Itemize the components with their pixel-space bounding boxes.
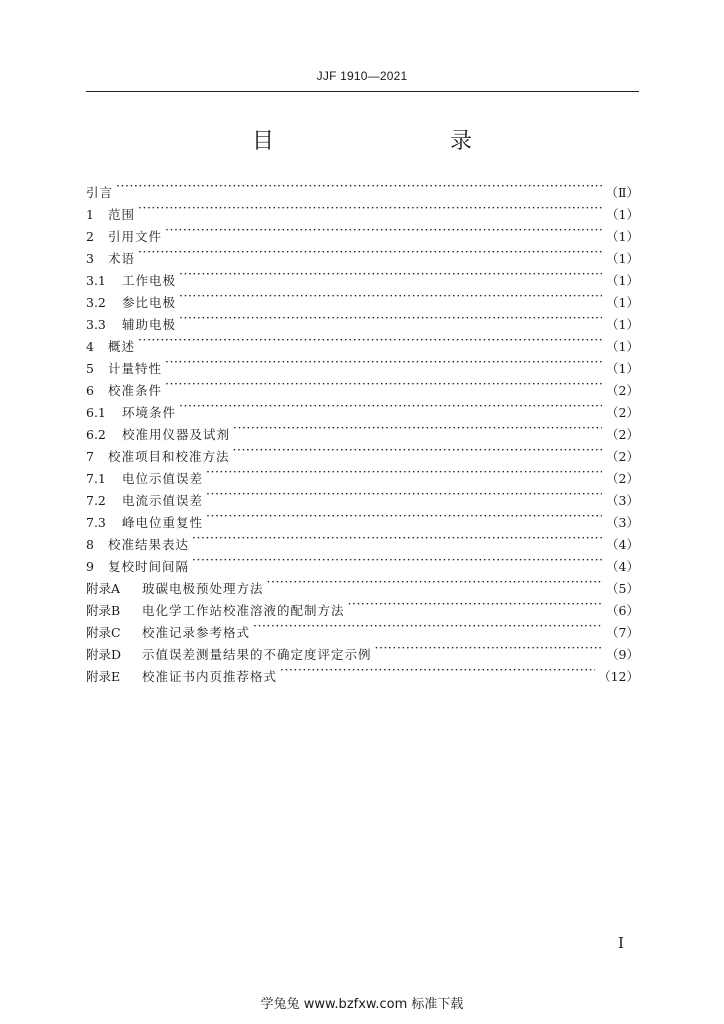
toc-entry-label: 引用文件 xyxy=(108,229,163,244)
toc-leader-dots xyxy=(233,417,602,439)
toc-entry-page: （3） xyxy=(606,515,639,530)
toc-entry-label: 电流示值误差 xyxy=(122,493,204,508)
toc-entry-label: 电位示值误差 xyxy=(122,471,204,486)
toc-entry-page: （9） xyxy=(606,647,639,662)
toc-entry-page: （2） xyxy=(606,383,639,398)
toc-leader-dots xyxy=(253,615,602,637)
toc-entry-page: （1） xyxy=(606,317,639,332)
toc-entry-number: 3.3 xyxy=(86,317,106,332)
toc-entry-number: 4 xyxy=(86,339,94,354)
toc-entry-page: （5） xyxy=(606,581,639,596)
toc-entry-label: 校准项目和校准方法 xyxy=(108,449,230,464)
toc-entry-label: 辅助电极 xyxy=(122,317,177,332)
toc-entry-label: 玻碳电极预处理方法 xyxy=(142,581,264,596)
toc-entry[interactable] xyxy=(86,219,639,244)
toc-entry-page: （2） xyxy=(606,449,639,464)
toc-leader-dots xyxy=(179,285,602,307)
toc-entry-label: 计量特性 xyxy=(108,361,163,376)
toc-leader-dots xyxy=(348,593,602,615)
toc-entry-page: （1） xyxy=(606,251,639,266)
page-number: I xyxy=(618,934,624,952)
toc-entry-label: 校准条件 xyxy=(108,383,163,398)
toc-entry-number: 6.1 xyxy=(86,405,106,420)
toc-leader-dots xyxy=(179,395,602,417)
toc-entry-page: （6） xyxy=(606,603,639,618)
toc-entry-page: （1） xyxy=(606,295,639,310)
toc-leader-dots xyxy=(138,329,602,351)
toc-entry-page: （7） xyxy=(606,625,639,640)
toc-entry-page: （4） xyxy=(606,559,639,574)
toc-entry-number: 附录C xyxy=(86,625,121,640)
toc-leader-dots xyxy=(165,219,602,241)
toc-entry-label: 校准结果表达 xyxy=(108,537,190,552)
toc-entry-page: （2） xyxy=(606,405,639,420)
toc-leader-dots xyxy=(179,307,602,329)
toc-leader-dots xyxy=(165,373,602,395)
toc-leader-dots xyxy=(116,175,602,197)
toc-entry-label: 环境条件 xyxy=(122,405,177,420)
toc-entry-number: 7 xyxy=(86,449,94,464)
toc-entry-label: 概述 xyxy=(108,339,136,354)
toc-entry-label: 示值误差测量结果的不确定度评定示例 xyxy=(142,647,372,662)
toc-entry-number: 7.3 xyxy=(86,515,106,530)
toc-leader-dots xyxy=(280,659,595,681)
toc-entry-number: 附录B xyxy=(86,603,121,618)
toc-entry-page: （1） xyxy=(606,273,639,288)
toc-entry[interactable] xyxy=(86,241,639,266)
toc-leader-dots xyxy=(179,263,602,285)
toc-entry-number: 6.2 xyxy=(86,427,106,442)
watermark-footer: 学兔兔 www.bzfxw.com 标准下载 xyxy=(260,997,464,1012)
toc-leader-dots xyxy=(206,461,602,483)
toc-leader-dots xyxy=(192,527,602,549)
toc-leader-dots xyxy=(267,571,602,593)
toc-entry-page: （1） xyxy=(606,229,639,244)
toc-entry[interactable] xyxy=(86,175,639,200)
toc-entry-label: 引言 xyxy=(86,185,114,200)
toc-leader-dots xyxy=(375,637,602,659)
toc-entry-number: 附录D xyxy=(86,647,122,662)
toc-entry-label: 电化学工作站校准溶液的配制方法 xyxy=(142,603,345,618)
toc-entry-page: （Ⅱ） xyxy=(605,185,639,200)
toc-entry-label: 范围 xyxy=(108,207,136,222)
toc-entry-number: 3 xyxy=(86,251,94,266)
page-title: 目 录 xyxy=(251,129,516,154)
toc-entry-number: 7.2 xyxy=(86,493,106,508)
toc-entry-page: （1） xyxy=(606,361,639,376)
toc-leader-dots xyxy=(206,483,602,505)
toc-entry-number: 3.2 xyxy=(86,295,106,310)
toc-leader-dots xyxy=(206,505,602,527)
toc-entry-label: 校准用仪器及试剂 xyxy=(122,427,231,442)
toc-leader-dots xyxy=(138,197,602,219)
toc-leader-dots xyxy=(138,241,602,263)
toc-leader-dots xyxy=(165,351,602,373)
toc-entry-label: 工作电极 xyxy=(122,273,177,288)
toc-entry[interactable] xyxy=(86,395,639,420)
toc-entry-page: （12） xyxy=(598,669,639,684)
table-of-contents xyxy=(86,175,639,684)
toc-entry-page: （3） xyxy=(606,493,639,508)
toc-entry-page: （4） xyxy=(606,537,639,552)
toc-entry[interactable] xyxy=(86,197,639,222)
header-rule xyxy=(86,91,639,92)
toc-entry-page: （2） xyxy=(606,427,639,442)
toc-entry-number: 7.1 xyxy=(86,471,106,486)
toc-entry[interactable] xyxy=(86,263,639,288)
toc-entry-number: 3.1 xyxy=(86,273,106,288)
toc-entry-page: （1） xyxy=(606,339,639,354)
toc-entry-number: 8 xyxy=(86,537,94,552)
toc-entry-label: 峰电位重复性 xyxy=(122,515,204,530)
toc-entry-page: （1） xyxy=(606,207,639,222)
toc-entry-number: 附录E xyxy=(86,669,121,684)
toc-entry[interactable] xyxy=(86,329,639,354)
toc-entry[interactable] xyxy=(86,351,639,376)
toc-entry-page: （2） xyxy=(606,471,639,486)
toc-leader-dots xyxy=(233,439,602,461)
toc-entry-label: 术语 xyxy=(108,251,136,266)
toc-entry-number: 附录A xyxy=(86,581,121,596)
toc-entry-label: 参比电极 xyxy=(122,295,177,310)
toc-entry-label: 复校时间间隔 xyxy=(108,559,190,574)
toc-entry-label: 校准记录参考格式 xyxy=(142,625,251,640)
toc-entry-number: 6 xyxy=(86,383,94,398)
toc-entry-number: 5 xyxy=(86,361,94,376)
toc-entry[interactable] xyxy=(86,373,639,398)
toc-leader-dots xyxy=(192,549,602,571)
standard-code: JJF 1910—2021 xyxy=(316,69,408,83)
toc-entry-number: 1 xyxy=(86,207,94,222)
toc-entry-label: 校准证书内页推荐格式 xyxy=(142,669,278,684)
toc-entry-number: 2 xyxy=(86,229,94,244)
toc-entry-number: 9 xyxy=(86,559,94,574)
